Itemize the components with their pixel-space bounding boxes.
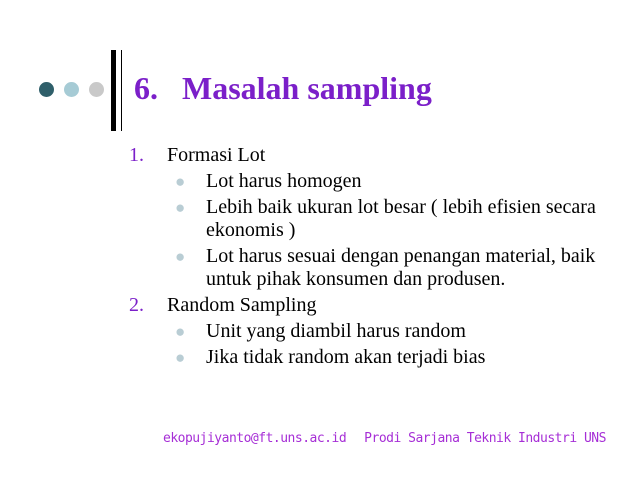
list-item-random-sampling xyxy=(124,294,624,369)
sub-item-text: Lebih baik ukuran lot besar ( lebih efisien secara ekonomis ) xyxy=(206,196,596,241)
bullet-icon: ● xyxy=(175,247,186,266)
sub-item xyxy=(124,196,624,242)
decorative-dot-dark xyxy=(39,82,54,97)
content-list xyxy=(124,144,624,369)
bullet-icon: ● xyxy=(175,348,186,367)
list-item-heading xyxy=(124,144,624,167)
bullet-icon: ● xyxy=(175,198,186,217)
footer-email: ekopujiyanto@ft.uns.ac.id xyxy=(163,431,347,446)
slide-footer xyxy=(163,431,606,446)
sub-item-text: Lot harus sesuai dengan penangan material, baik untuk pihak konsumen dan produsen. xyxy=(206,245,596,290)
sub-item xyxy=(124,170,624,193)
slide-title xyxy=(134,68,432,108)
sub-item xyxy=(124,346,624,369)
sub-item xyxy=(124,320,624,343)
list-item-number: 1. xyxy=(129,144,144,166)
title-text: Masalah sampling xyxy=(182,70,432,106)
decorative-dot-gray xyxy=(89,82,104,97)
bullet-icon: ● xyxy=(175,172,186,191)
footer-program: Prodi Sarjana Teknik Industri UNS xyxy=(364,431,606,446)
sub-item-text: Jika tidak random akan terjadi bias xyxy=(206,346,486,368)
sub-item-text: Lot harus homogen xyxy=(206,170,362,192)
list-item-label: Random Sampling xyxy=(167,294,317,316)
sub-item xyxy=(124,245,624,291)
bullet-icon: ● xyxy=(175,322,186,341)
list-item-label: Formasi Lot xyxy=(167,144,266,166)
list-item-heading xyxy=(124,294,624,317)
decorative-vertical-bar-thick xyxy=(111,50,116,131)
title-number: 6. xyxy=(134,70,158,106)
list-item-number: 2. xyxy=(129,294,144,316)
list-item-formasi-lot xyxy=(124,144,624,291)
sub-item-text: Unit yang diambil harus random xyxy=(206,320,466,342)
decorative-vertical-bar-thin xyxy=(121,50,122,131)
decorative-dot-light-blue xyxy=(64,82,79,97)
